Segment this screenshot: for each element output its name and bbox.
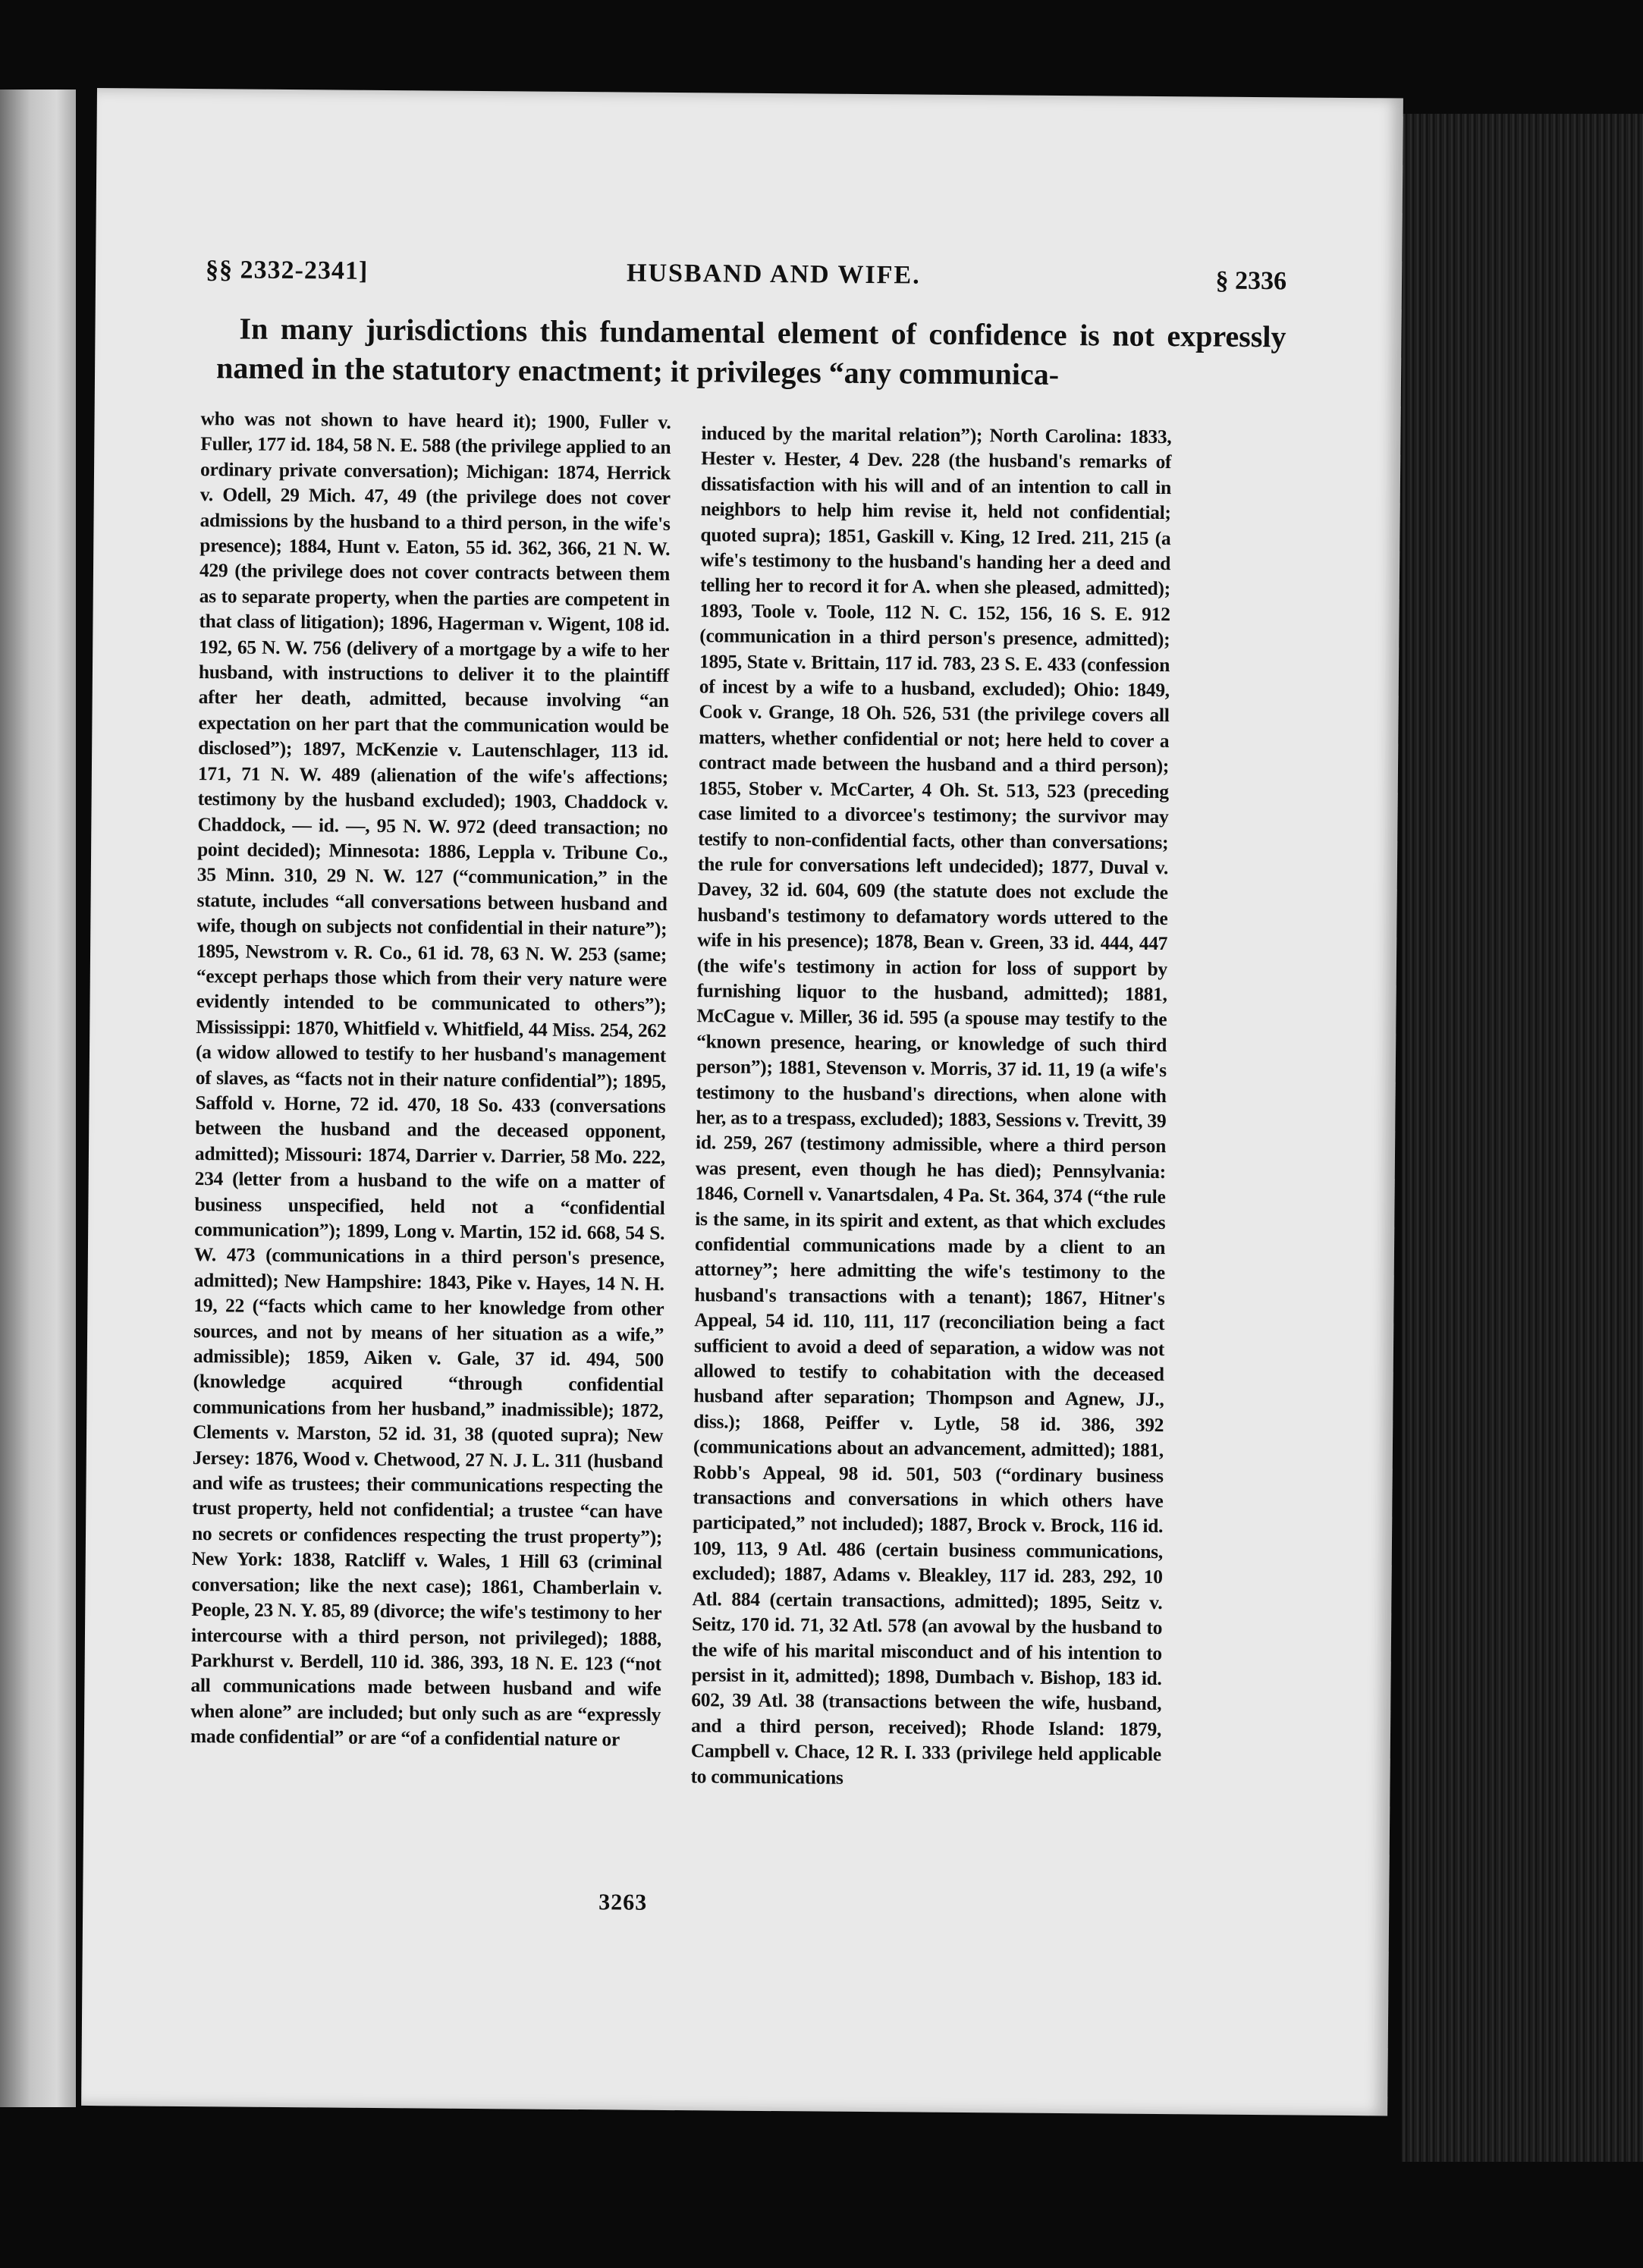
footnote-column-right [690,420,1171,1792]
facing-page-edge [0,90,76,2107]
intro-paragraph: In many jurisdictions this fundamental element of confidence is not expressly named in the statutory enactment; it privileges “any communica- [215,311,1286,391]
footnote-column-left [190,406,671,1752]
header-section-number: § 2336 [1215,266,1287,296]
book-page-stack [1402,114,1643,2162]
page-number: 3263 [598,1889,648,1915]
running-header [206,248,1286,302]
footnote-text-right: induced by the marital relation”); North Carolina: 1833, Hester v. Hester, 4 Dev. 228 (the husband's remarks of dissatisfaction with his will and of an intention to call in neighbors to help him revise it, held not confidential; quoted supra); 1851, Gaskill v. King, 12 Ired. 211, 215 (a wife's testimony to the husband's handing her a deed and telling her to record it for A. when she pleased, admitted); 1893, Toole v. Toole, 112 N. C. 152, 156, 16 S. E. 912 (communication in a third person's presence, admitted); 1895, State v. Brittain, 117 id. 783, 23 S. E. 433 (confession of incest by a wife to a husband, excluded); Ohio: 1849, Cook v. Grange, 18 Oh. 526, 531 (the privilege covers all matters, whether confidential or not; here held to cover a contract made between the husband and a third person); 1855, Stober v. McCarter, 4 Oh. St. 513, 523 (preceding case limited to a divorcee's testimony; the survivor may testify to non-confidential facts, other than conversations; the rule for conversations left undecided); 1877, Duval v. Davey, 32 id. 604, 609 (the statute does not exclude the husband's testimony to defamatory words uttered to the wife in his presence); 1878, Bean v. Green, 33 id. 444, 447 (the wife's testimony in action for loss of support by furnishing liquor to the husband, admitted); 1881, McCague v. Miller, 36 id. 595 (a spouse may testify to the “known presence, hearing, or knowledge of such third person”); 1881, Stevenson v. Morris, 37 id. 11, 19 (a wife's testimony to the husband's directions, when alone with her, as to a trespass, excluded); 1883, Sessions v. Trevitt, 39 id. 259, 267 (testimony admissible, where a third person was present, even though he has died); Pennsylvania: 1846, Cornell v. Vanartsdalen, 4 Pa. St. 364, 374 (“the rule is the same, in its spirit and extent, as that which excludes confidential communications made by a client to an attorney”; here admitting the wife's testimony to the husband's transactions with a tenant); 1867, Hitner's Appeal, 54 id. 110, 111, 117 (reconciliation being a fact sufficient to avoid a deed of separation, a widow was not allowed to testify to cohabitation with the deceased husband after separation; Thompson and Agnew, JJ., diss.); 1868, Peiffer v. Lytle, 58 id. 386, 392 (communications about an advancement, admitted); 1881, Robb's Appeal, 98 id. 501, 503 (“ordinary business transactions and conversations in which others have participated,” not included); 1887, Brock v. Brock, 116 id. 109, 113, 9 Atl. 486 (certain business communications, excluded); 1887, Adams v. Bleakley, 117 id. 283, 292, 10 Atl. 884 (certain transactions, admitted); 1895, Seitz v. Seitz, 170 id. 71, 32 Atl. 578 (an avowal by the husband to the wife of his marital misconduct and of his intention to persist in it, admitted); 1898, Dumbach v. Bishop, 183 id. 602, 39 Atl. 38 (transactions between the wife, husband, and a third person, received); Rhode Island: 1879, Campbell v. Chace, 12 R. I. 333 (privilege held applicable to communications [690,422,1172,1789]
header-section-range: §§ 2332-2341] [205,256,369,285]
header-title: HUSBAND AND WIFE. [626,259,921,290]
footnote-text-left: who was not shown to have heard it); 1900, Fuller v. Fuller, 177 id. 184, 58 N. E. 588 (the privilege applied to an ordinary private conversation); Michigan: 1874, Herrick v. Odell, 29 Mich. 47, 49 (the privilege does not cover admissions by the husband to a third person, in the wife's presence); 1884, Hunt v. Eaton, 55 id. 362, 366, 21 N. W. 429 (the privilege does not cover contracts between them as to separate property, when the parties are competent in that class of litigation); 1896, Hagerman v. Wigent, 108 id. 192, 65 N. W. 756 (delivery of a mortgage by a wife to her husband, with instructions to deliver it to the plaintiff after her death, admitted, because involving “an expectation on her part that the communication would be disclosed”); 1897, McKenzie v. Lautenschlager, 113 id. 171, 71 N. W. 489 (alienation of the wife's affections; testimony by the husband excluded); 1903, Chaddock v. Chaddock, — id. —, 95 N. W. 972 (deed transaction; no point decided); Minnesota: 1886, Leppla v. Tribune Co., 35 Minn. 310, 29 N. W. 127 (“communication,” in the statute, includes “all conversations between husband and wife, though on subjects not confidential in their nature”); 1895, Newstrom v. R. Co., 61 id. 78, 63 N. W. 253 (same; “except perhaps those which from their very nature were evidently intended to be communicated to others”); Mississippi: 1870, Whitfield v. Whitfield, 44 Miss. 254, 262 (a widow allowed to testify to her husband's management of slaves, as “facts not in their nature confidential”); 1895, Saffold v. Horne, 72 id. 470, 18 So. 433 (conversations between the husband and the deceased opponent, admitted); Missouri: 1874, Darrier v. Darrier, 58 Mo. 222, 234 (letter from a husband to the wife on a matter of business unspecified, held not a “confidential communication”); 1899, Long v. Martin, 152 id. 668, 54 S. W. 473 (communications in a third person's presence, admitted); New Hampshire: 1843, Pike v. Hayes, 14 N. H. 19, 22 (“facts which came to her knowledge from other sources, and not by means of her situation as a wife,” admissible); 1859, Aiken v. Gale, 37 id. 494, 500 (knowledge acquired “through confidential communications from her husband,” inadmissible); 1872, Clements v. Marston, 52 id. 31, 38 (quoted supra); New Jersey: 1876, Wood v. Chetwood, 27 N. J. L. 311 (husband and wife as trustees; their communications respecting the trust property, held not confidential; a trustee “can have no secrets or confidences respecting the trust property”); New York: 1838, Ratcliff v. Wales, 1 Hill 63 (criminal conversation; like the next case); 1861, Chamberlain v. People, 23 N. Y. 85, 89 (divorce; the wife's testimony to her intercourse with a third person, not privileged); 1888, Parkhurst v. Berdell, 110 id. 386, 393, 18 N. E. 123 (“not all communications made between husband and wife when alone” are included; but only such as are “expressly made confidential” or are “of a confidential nature or [190,407,671,1751]
book-page [81,88,1403,2116]
